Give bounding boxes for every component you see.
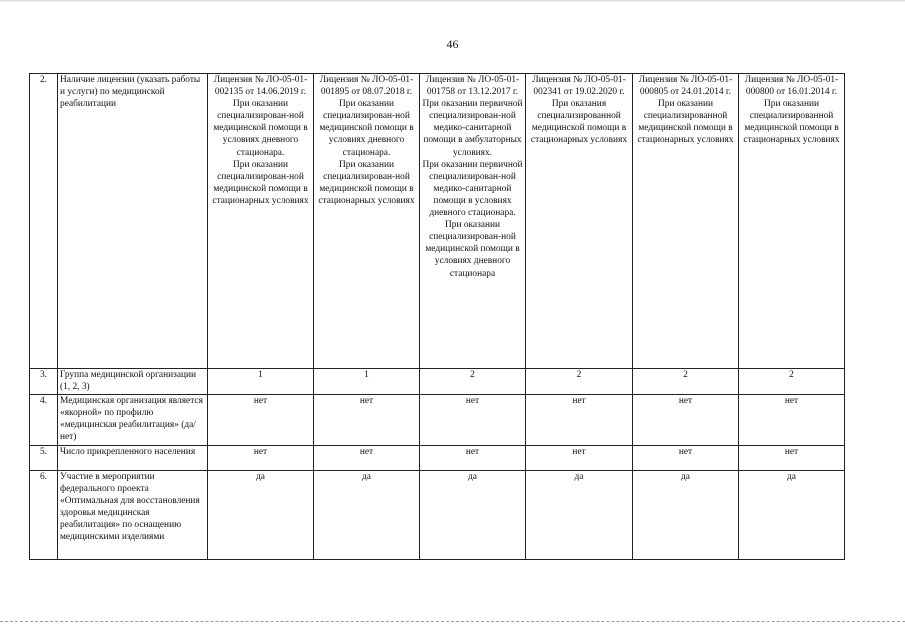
value-cell: 2 — [420, 369, 526, 395]
value-cell: нет — [208, 395, 314, 445]
value-cell: нет — [739, 445, 845, 470]
value-cell: нет — [633, 445, 739, 470]
value-cell: да — [314, 470, 420, 559]
scan-bottom-line — [0, 621, 905, 622]
value-cell: да — [420, 470, 526, 559]
value-cell: Лицензия № ЛО-05-01-000800 от 16.01.2014 г. При оказании специализированной медицинской помощи в стационарных условиях — [739, 74, 845, 369]
scan-edge — [0, 0, 905, 2]
row-number: 3. — [30, 369, 58, 395]
table-row — [30, 470, 845, 559]
row-label: Группа медицинской организации (1, 2, 3) — [58, 369, 208, 395]
value-cell: 2 — [633, 369, 739, 395]
value-cell: нет — [420, 395, 526, 445]
value-cell: да — [633, 470, 739, 559]
row-label: Участие в мероприятии федерального проекта «Оптимальная для восстановления здоровья медицинская реабилитация» по оснащению медицинскими изделиями — [58, 470, 208, 559]
value-cell: нет — [314, 395, 420, 445]
row-number: 6. — [30, 470, 58, 559]
value-cell: нет — [633, 395, 739, 445]
table-row — [30, 369, 845, 395]
value-cell: да — [739, 470, 845, 559]
table-row — [30, 74, 845, 369]
table-row — [30, 395, 845, 445]
value-cell: Лицензия № ЛО-05-01-002135 от 14.06.2019 г. При оказании специализирован-ной медицинской помощи в условиях дневного стационара. При оказании специализирован-ной медицинской помощи в стационарных условиях — [208, 74, 314, 369]
value-cell: Лицензия № ЛО-05-01-001895 от 08.07.2018 г. При оказании специализирован-ной медицинской помощи в условиях дневного стационара. При оказании специализирован-ной медицинской помощи в стационарных условиях — [314, 74, 420, 369]
value-cell: 1 — [208, 369, 314, 395]
value-cell: Лицензия № ЛО-05-01-002341 от 19.02.2020 г. При оказания специализированной медицинской помощи в стационарных условиях — [526, 74, 633, 369]
table-body — [30, 74, 845, 560]
value-cell: 1 — [314, 369, 420, 395]
value-cell: нет — [314, 445, 420, 470]
row-number: 2. — [30, 74, 58, 369]
row-number: 5. — [30, 445, 58, 470]
table-row — [30, 445, 845, 470]
value-cell: нет — [526, 395, 633, 445]
value-cell: 2 — [739, 369, 845, 395]
value-cell: нет — [208, 445, 314, 470]
value-cell: да — [208, 470, 314, 559]
value-cell: Лицензия № ЛО-05-01-001758 от 13.12.2017 г. При оказании первичной специализирован-ной медико-санитарной помощи в амбулаторных условиях. При оказании первичной специализирован-ной медико-санитарной помощи в условиях дневного стационара. При оказании специализирован-ной медицинской помощи в условиях дневного стационара — [420, 74, 526, 369]
page-number: 46 — [446, 37, 459, 51]
value-cell: нет — [526, 445, 633, 470]
value-cell: Лицензия № ЛО-05-01-000805 от 24.01.2014 г. При оказании специализированной медицинской помощи в стационарных условиях — [633, 74, 739, 369]
row-label: Число прикрепленного населения — [58, 445, 208, 470]
value-cell: нет — [420, 445, 526, 470]
rehabilitation-table — [29, 73, 845, 560]
value-cell: нет — [739, 395, 845, 445]
row-number: 4. — [30, 395, 58, 445]
row-label: Медицинская организация является «якорной» по профилю «медицинская реабилитация» (да/нет) — [58, 395, 208, 445]
value-cell: да — [526, 470, 633, 559]
value-cell: 2 — [526, 369, 633, 395]
row-label: Наличие лицензии (указать работы и услуги) по медицинской реабилитации — [58, 74, 208, 369]
